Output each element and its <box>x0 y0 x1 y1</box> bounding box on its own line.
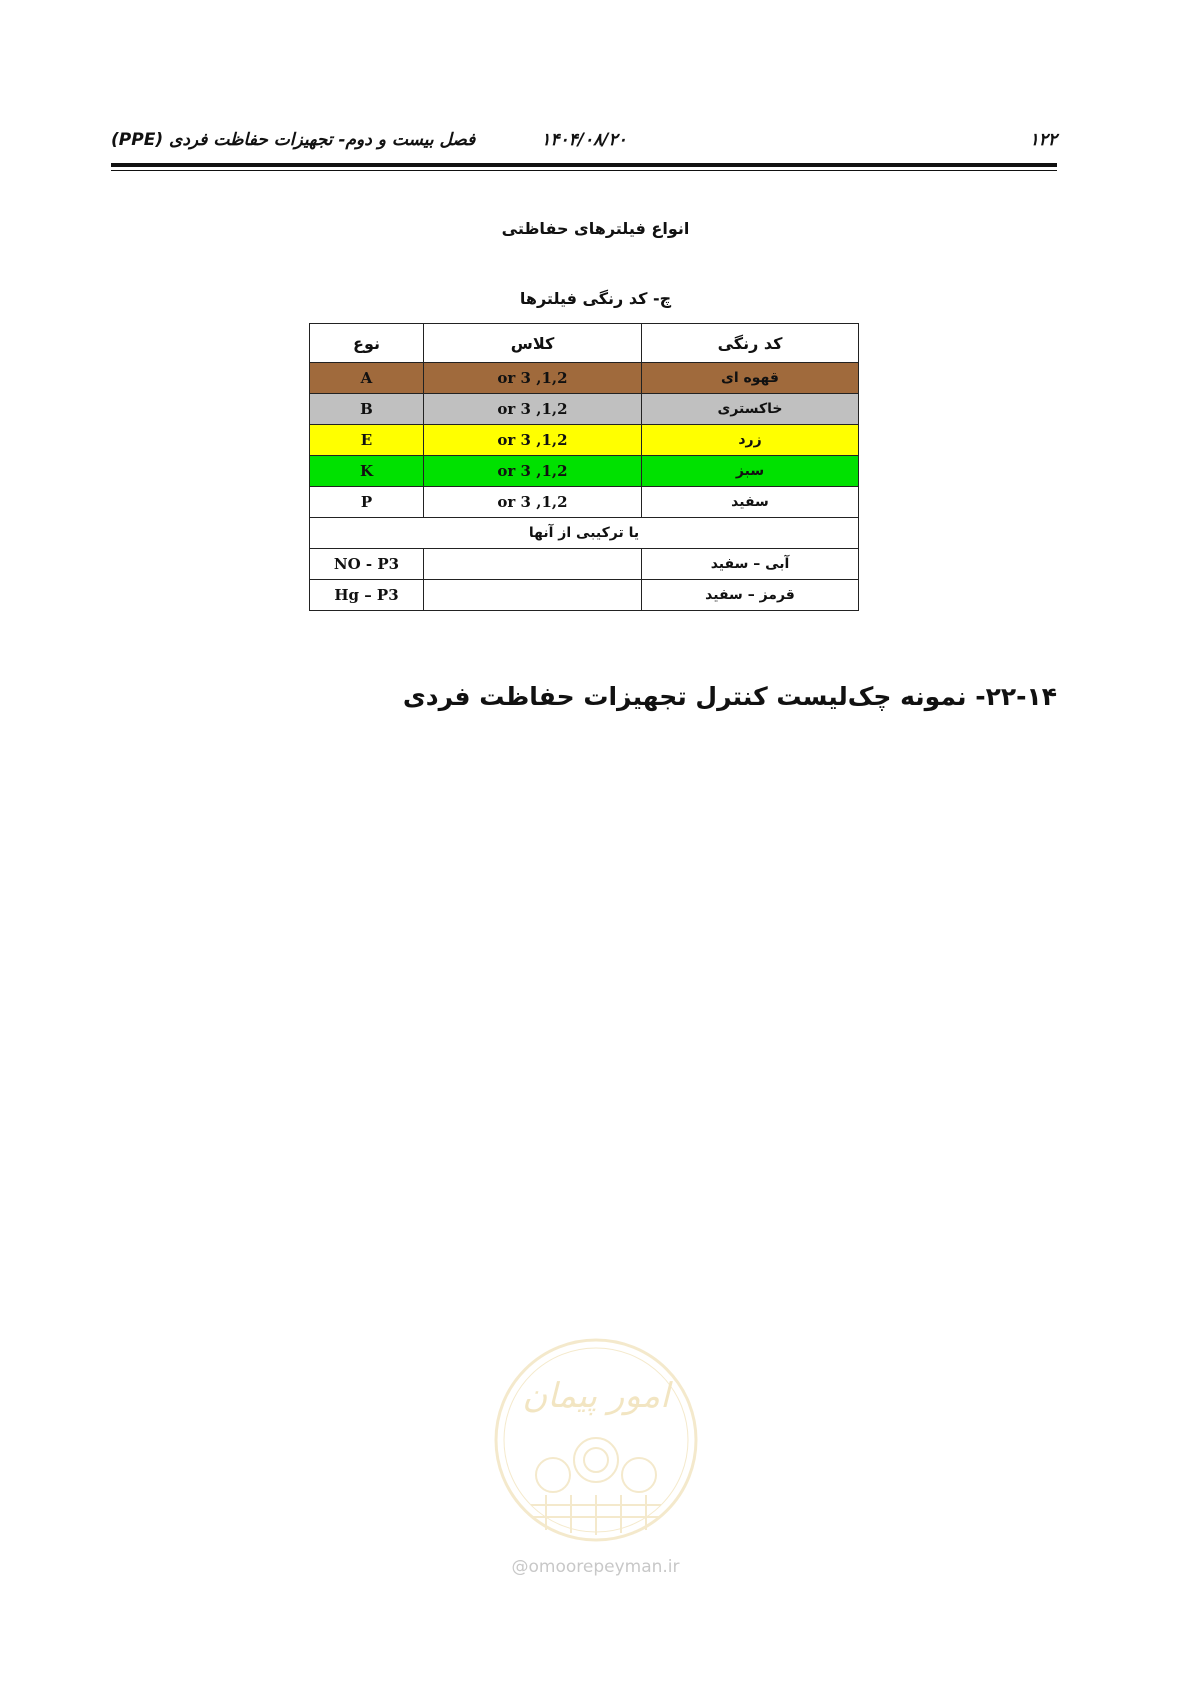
header-date: ۱۴۰۴/۰۸/۲۰ <box>541 130 627 150</box>
cell-color-code: آبی – سفید <box>642 549 859 580</box>
cell-type: E <box>310 425 424 456</box>
header-color-code: کد رنگی <box>642 324 859 363</box>
cell-class: 1,2, or 3 <box>424 456 642 487</box>
cell-class: 1,2, or 3 <box>424 425 642 456</box>
cell-color-code: سبز <box>642 456 859 487</box>
cell-type: Hg – P3 <box>310 580 424 611</box>
cell-class: 1,2, or 3 <box>424 394 642 425</box>
cell-type: A <box>310 363 424 394</box>
cell-color-code: قهوه ای <box>642 363 859 394</box>
cell-type: NO - P3 <box>310 549 424 580</box>
table-row <box>310 425 859 456</box>
cell-class: 1,2, or 3 <box>424 363 642 394</box>
header-rule-thick <box>111 163 1057 167</box>
filter-color-table <box>309 323 859 611</box>
cell-class <box>424 580 642 611</box>
cell-class <box>424 549 642 580</box>
cell-type: B <box>310 394 424 425</box>
chapter-title: فصل بیست و دوم- تجهیزات حفاظت فردی (PPE) <box>111 130 476 150</box>
header-class: کلاس <box>424 324 642 363</box>
cell-type: K <box>310 456 424 487</box>
filters-subtitle: انواع فیلترهای حفاظتی <box>501 219 690 238</box>
page-number: ۱۲۲ <box>1029 130 1057 150</box>
cell-color-code: خاکستری <box>642 394 859 425</box>
combination-row <box>310 518 859 549</box>
header-type: نوع <box>310 324 424 363</box>
table-row <box>310 487 859 518</box>
page-header <box>111 126 1057 156</box>
cell-color-code: قرمز – سفید <box>642 580 859 611</box>
header-rule-thin <box>111 170 1057 171</box>
cell-class: 1,2, or 3 <box>424 487 642 518</box>
table-row <box>310 580 859 611</box>
table-row <box>310 456 859 487</box>
watermark-url: @omoorepeyman.ir <box>511 1557 680 1577</box>
cell-type: P <box>310 487 424 518</box>
table-row <box>310 549 859 580</box>
table-row <box>310 363 859 394</box>
combination-label: یا ترکیبی از آنها <box>310 518 859 549</box>
table-caption: چ- کد رنگی فیلترها <box>519 289 672 308</box>
table-row <box>310 394 859 425</box>
watermark-text: امور پیمان <box>522 1376 670 1416</box>
section-heading: ۲۲-۱۴- نمونه چک‌لیست کنترل تجهیزات حفاظت فردی <box>402 682 1057 711</box>
cell-color-code: زرد <box>642 425 859 456</box>
cell-color-code: سفید <box>642 487 859 518</box>
table-header-row <box>310 324 859 363</box>
watermark-logo <box>491 1335 701 1545</box>
